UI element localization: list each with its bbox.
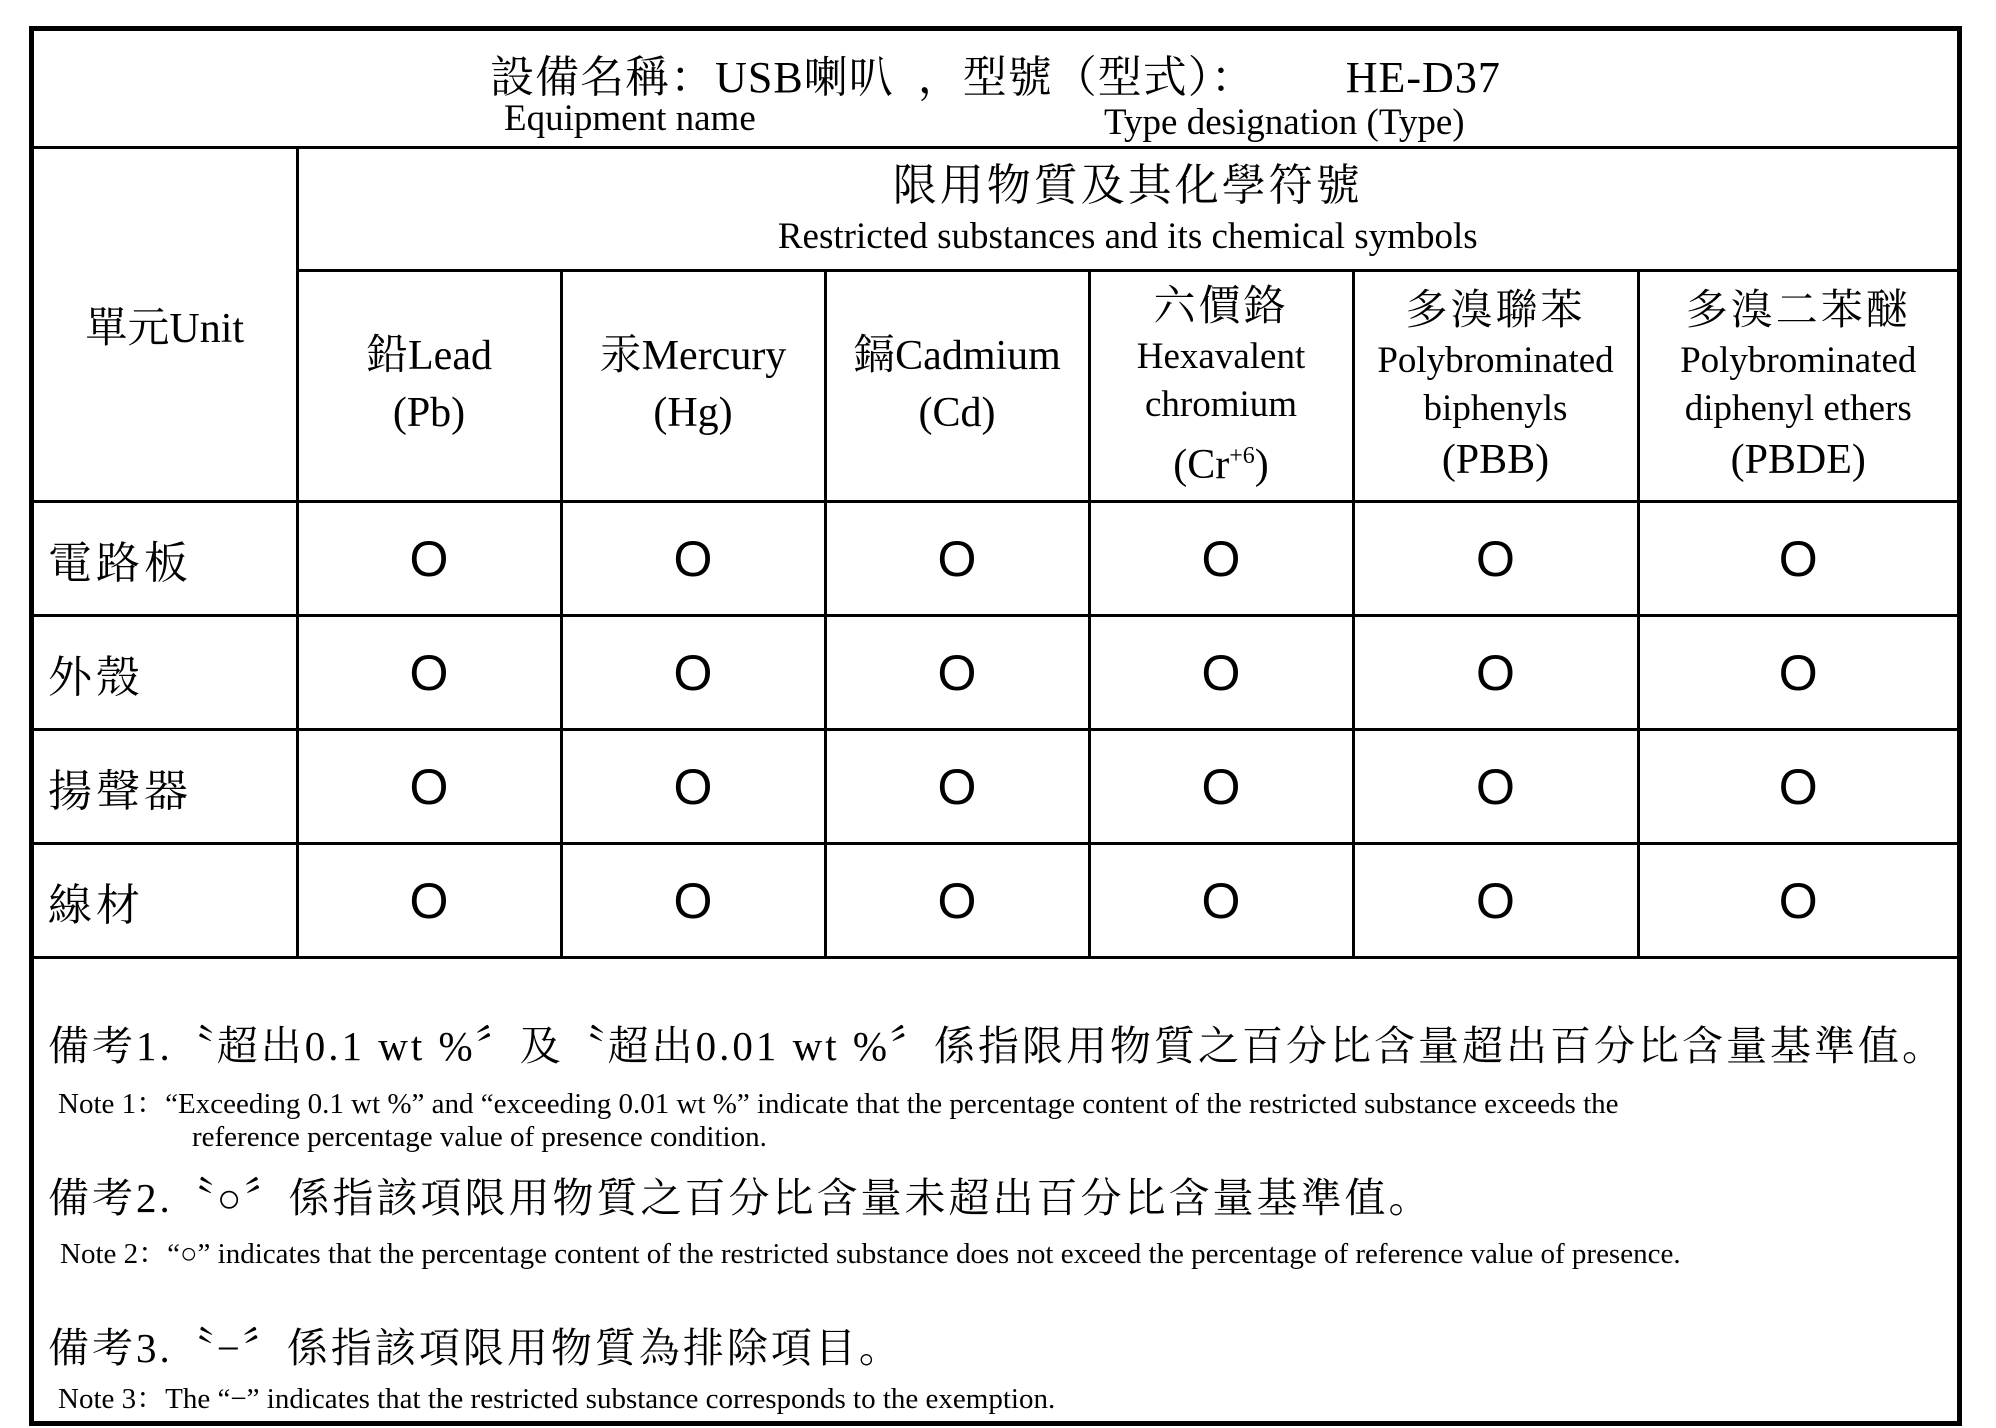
unit-header: 單元Unit xyxy=(34,148,297,502)
substance-en-line1: Hexavalent xyxy=(1136,335,1306,377)
substance-hexavalent-chromium xyxy=(1089,271,1353,502)
presence-mark: O xyxy=(1638,730,1957,844)
equipment-name-en: Equipment name xyxy=(504,98,756,139)
substance-symbol: (PBDE) xyxy=(1730,437,1866,483)
substance-cadmium xyxy=(825,271,1089,502)
type-label: ，型號（型式）： xyxy=(917,53,1256,102)
substance-en: Cadmium xyxy=(895,333,1061,379)
title-row xyxy=(34,31,1957,148)
table-row xyxy=(34,730,1957,844)
presence-mark: O xyxy=(561,844,825,958)
substance-zh: 多溴聯苯 xyxy=(1405,288,1586,334)
presence-mark: O xyxy=(561,502,825,616)
substance-en: Lead xyxy=(408,333,492,379)
table-row xyxy=(34,502,1957,616)
unit-label: 揚聲器 xyxy=(34,730,297,844)
substance-pbb xyxy=(1353,271,1638,502)
restricted-header-row xyxy=(34,148,1957,271)
unit-label: 線材 xyxy=(34,844,297,958)
type-value: HE-D37 xyxy=(1345,53,1501,102)
substance-zh: 鎘 xyxy=(853,333,896,379)
substance-en-line1: Polybrominated xyxy=(1680,340,1917,381)
note-1-zh: 備考1.〝超出0.1 wt %〞及〝超出0.01 wt %〞係指限用物質之百分比含量超出百分比含量基準值。 xyxy=(48,1023,1947,1069)
presence-mark: O xyxy=(297,844,561,958)
presence-mark: O xyxy=(1353,730,1638,844)
substance-en-line2: diphenyl ethers xyxy=(1684,388,1912,429)
presence-mark: O xyxy=(1089,730,1353,844)
title-cell xyxy=(34,31,1957,148)
note-3-en: Note 3：The “−” indicates that the restricted substance corresponds to the exemption. xyxy=(58,1383,1056,1415)
unit-label: 電路板 xyxy=(34,502,297,616)
equipment-title xyxy=(34,41,1957,105)
table-row xyxy=(34,616,1957,730)
presence-mark: O xyxy=(825,502,1089,616)
substance-zh: 鉛 xyxy=(366,333,409,379)
note-2-en: Note 2：“○” indicates that the percentage content of the restricted substance does not exceed the percentage of reference value of presence. xyxy=(60,1238,1681,1270)
presence-mark: O xyxy=(1353,616,1638,730)
substance-en-line2: biphenyls xyxy=(1423,388,1568,429)
presence-mark: O xyxy=(1638,844,1957,958)
type-designation-en: Type designation (Type) xyxy=(1104,102,1465,143)
restricted-substances-table xyxy=(34,31,1957,959)
substance-symbol: (Cd) xyxy=(918,390,996,436)
presence-mark: O xyxy=(1638,502,1957,616)
note-1-en-continued: reference percentage value of presence condition. xyxy=(192,1121,767,1153)
presence-mark: O xyxy=(297,616,561,730)
restricted-header-en: Restricted substances and its chemical symbols xyxy=(777,216,1478,257)
substance-zh: 六價鉻 xyxy=(1153,283,1289,330)
equipment-name-label: 設備名稱： xyxy=(490,53,716,102)
substance-symbol: (PBB) xyxy=(1441,437,1550,483)
presence-mark: O xyxy=(1089,616,1353,730)
symbol-superscript: +6 xyxy=(1229,442,1255,469)
presence-mark: O xyxy=(1353,502,1638,616)
substance-en: Mercury xyxy=(641,333,787,379)
rohs-declaration-frame xyxy=(29,26,1962,1426)
substance-en-line1: Polybrominated xyxy=(1377,340,1614,381)
substance-mercury xyxy=(561,271,825,502)
restricted-header xyxy=(297,148,1957,271)
equipment-name-value: USB喇叭 xyxy=(715,53,894,102)
note-2-zh: 備考2.〝○〞係指該項限用物質之百分比含量未超出百分比含量基準值。 xyxy=(48,1175,1433,1221)
unit-label: 外殼 xyxy=(34,616,297,730)
substance-symbol: (Hg) xyxy=(653,390,733,436)
note-1-en: Note 1：“Exceeding 0.1 wt %” and “exceeding 0.01 wt %” indicate that the percentage content of the restricted substance exceeds the xyxy=(58,1088,1619,1120)
symbol-end: ) xyxy=(1254,441,1269,488)
substance-zh: 汞 xyxy=(599,333,642,379)
presence-mark: O xyxy=(297,730,561,844)
table-row xyxy=(34,844,1957,958)
presence-mark: O xyxy=(297,502,561,616)
presence-mark: O xyxy=(825,844,1089,958)
restricted-header-zh: 限用物質及其化學符號 xyxy=(892,161,1363,210)
substance-symbol: (Pb) xyxy=(392,390,466,436)
presence-mark: O xyxy=(825,616,1089,730)
substance-header-row xyxy=(34,271,1957,502)
presence-mark: O xyxy=(561,730,825,844)
presence-mark: O xyxy=(1353,844,1638,958)
presence-mark: O xyxy=(1089,844,1353,958)
substance-pbde xyxy=(1638,271,1957,502)
substance-lead xyxy=(297,271,561,502)
substance-en-line2: chromium xyxy=(1144,383,1298,425)
substance-zh: 多溴二苯醚 xyxy=(1685,288,1911,334)
substance-symbol xyxy=(1091,429,1352,492)
presence-mark: O xyxy=(1638,616,1957,730)
note-3-zh: 備考3.〝−〞係指該項限用物質為排除項目。 xyxy=(48,1325,903,1371)
presence-mark: O xyxy=(561,616,825,730)
symbol-base: (Cr xyxy=(1173,441,1230,488)
presence-mark: O xyxy=(825,730,1089,844)
presence-mark: O xyxy=(1089,502,1353,616)
